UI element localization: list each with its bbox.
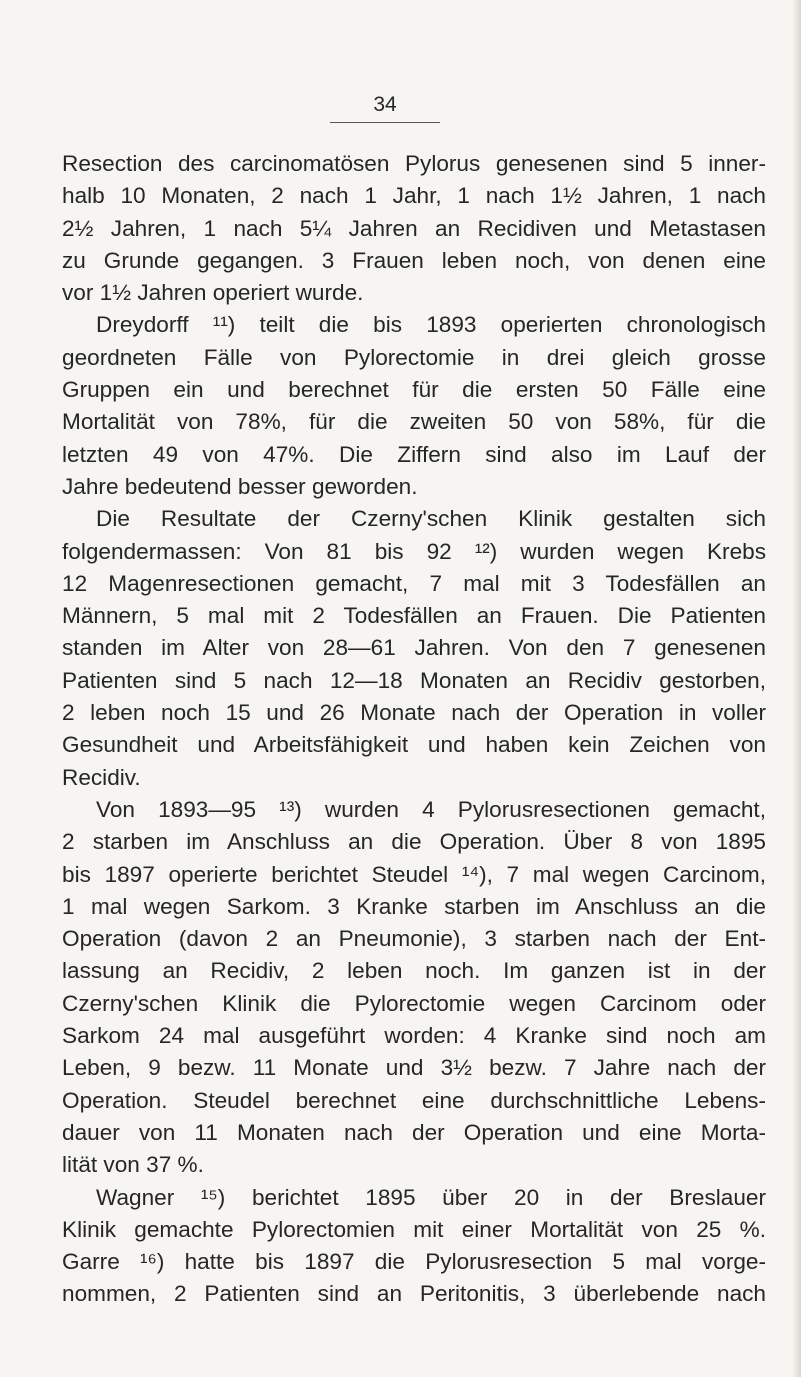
text-line: Gesundheit und Arbeitsfähigkeit und haben kein Zeichen von [62,732,766,758]
body-text [62,148,766,1311]
text-line: 2 leben noch 15 und 26 Monate nach der Operation in voller [62,700,766,726]
text-line: zu Grunde gegangen. 3 Frauen leben noch, von denen eine [62,247,766,273]
text-line: nommen, 2 Patienten sind an Peritonitis, 3 überlebende nach [62,1281,766,1307]
text-line: lität von 37 %. [62,1152,204,1178]
text-line: geordneten Fälle von Pylorectomie in drei gleich grosse [62,344,766,370]
text-line: dauer von 11 Monaten nach der Operation und eine Morta- [62,1119,766,1145]
text-line: Dreydorff ¹¹) teilt die bis 1893 operierten chronologisch [96,312,766,338]
text-line: Recidiv. [62,764,141,790]
text-line: halb 10 Monaten, 2 nach 1 Jahr, 1 nach 1½ Jahren, 1 nach [62,183,766,209]
text-line: letzten 49 von 47%. Die Ziffern sind also im Lauf der [62,441,766,467]
text-line: Operation. Steudel berechnet eine durchschnittliche Lebens- [62,1087,766,1113]
text-line: Garre ¹⁶) hatte bis 1897 die Pylorusresection 5 mal vorge- [62,1249,766,1275]
text-line: Jahre bedeutend besser geworden. [62,473,418,499]
text-line: 1 mal wegen Sarkom. 3 Kranke starben im Anschluss an die [62,893,766,919]
text-line: Czerny'schen Klinik die Pylorectomie wegen Carcinom oder [62,990,766,1016]
text-line: Mortalität von 78%, für die zweiten 50 von 58%, für die [62,409,766,435]
text-line: Von 1893—95 ¹³) wurden 4 Pylorusresectionen gemacht, [96,796,766,822]
text-line: Klinik gemachte Pylorectomien mit einer Mortalität von 25 %. [62,1216,766,1242]
text-line: Wagner ¹⁵) berichtet 1895 über 20 in der Breslauer [96,1184,766,1210]
page-number: 34 [330,92,440,123]
text-line: lassung an Recidiv, 2 leben noch. Im ganzen ist in der [62,958,766,984]
text-line: Operation (davon 2 an Pneumonie), 3 starben nach der Ent- [62,926,766,952]
text-line: bis 1897 operierte berichtet Steudel ¹⁴), 7 mal wegen Carcinom, [62,861,766,887]
text-line: 2 starben im Anschluss an die Operation. Über 8 von 1895 [62,829,766,855]
text-line: folgendermassen: Von 81 bis 92 ¹²) wurden wegen Krebs [62,538,766,564]
text-line: Resection des carcinomatösen Pylorus genesenen sind 5 inner- [62,151,766,176]
page-edge-shadow [792,0,801,1377]
text-line: Männern, 5 mal mit 2 Todesfällen an Frauen. Die Patienten [62,603,766,629]
text-line: Leben, 9 bezw. 11 Monate und 3½ bezw. 7 Jahre nach der [62,1055,766,1081]
text-line: standen im Alter von 28—61 Jahren. Von den 7 genesenen [62,635,766,661]
text-line: 12 Magenresectionen gemacht, 7 mal mit 3 Todesfällen an [62,570,766,596]
text-line: Sarkom 24 mal ausgeführt worden: 4 Kranke sind noch am [62,1023,766,1049]
text-line: Patienten sind 5 nach 12—18 Monaten an Recidiv gestorben, [62,667,766,693]
text-line: Gruppen ein und berechnet für die ersten 50 Fälle eine [62,377,766,403]
text-line: Die Resultate der Czerny'schen Klinik gestalten sich [96,506,766,532]
text-line: vor 1½ Jahren operiert wurde. [62,280,364,306]
text-line: 2½ Jahren, 1 nach 5¼ Jahren an Recidiven und Metastasen [62,215,766,241]
